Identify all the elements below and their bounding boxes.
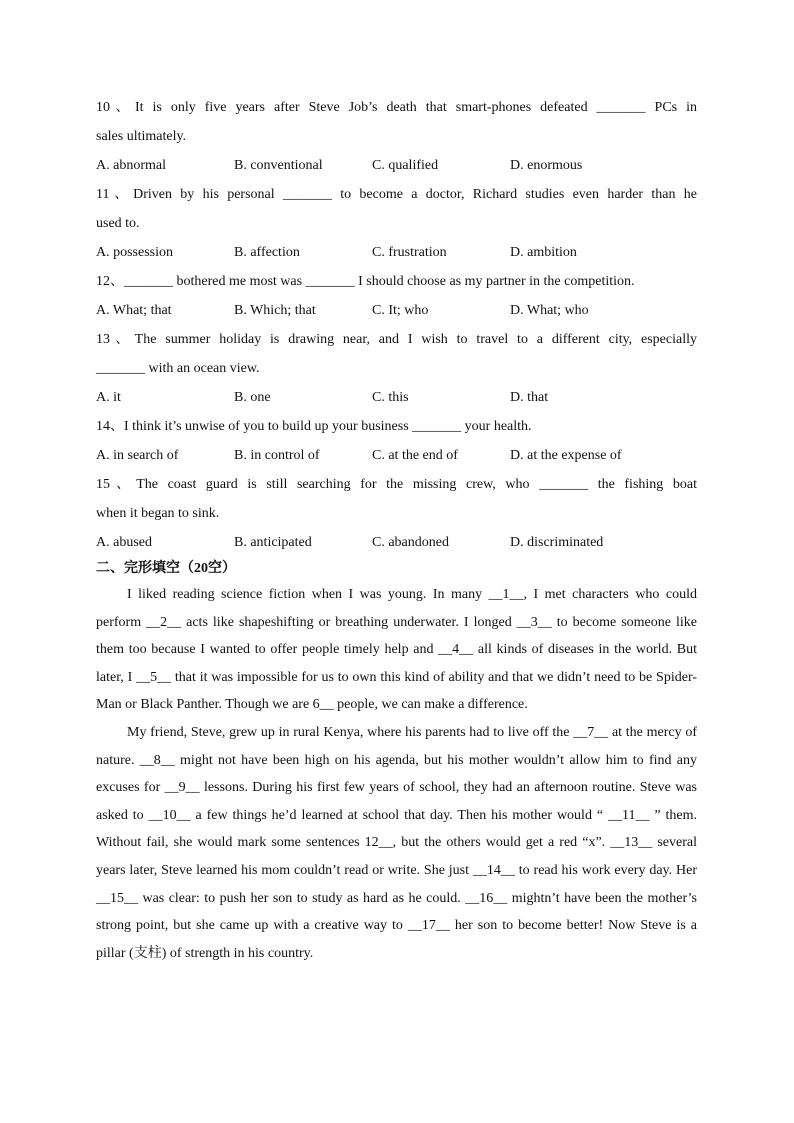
question-text-continued: when it began to sink. (96, 506, 220, 521)
passage-paragraph-1: I liked reading science fiction when I was young. In many __1__, I met characters who could perform __2__ acts like shapeshifting or breathing underwater. I longed __3__ to become someone like them too because I wanted to offer people timely help and __4__ all kinds of diseases in the world. But later, I __5__ that it was impossible for us to own this kind of ability and that we didn’t need to be Spider-Man or Black Panther. Though we are 6__ people, we can make a difference. (96, 587, 697, 713)
option-d: D. discriminated (510, 535, 604, 550)
option-c: C. frustration (372, 245, 447, 260)
question-14 (96, 412, 697, 470)
option-a: A. in search of (96, 448, 179, 463)
option-a: A. it (96, 390, 121, 405)
option-row (96, 238, 697, 267)
question-11 (96, 180, 697, 267)
section-title: 二、完形填空（20空） (96, 561, 236, 576)
question-12 (96, 267, 697, 325)
question-text: 15、The coast guard is still searching for the missing crew, who _______ the fishing boat (96, 477, 697, 492)
option-a: A. abused (96, 535, 152, 550)
option-row (96, 441, 697, 470)
option-d: D. What; who (510, 303, 589, 318)
option-b: B. Which; that (234, 303, 316, 318)
question-text: 10、It is only five years after Steve Job’s death that smart-phones defeated _______ PCs in (96, 100, 697, 115)
option-c: C. qualified (372, 158, 439, 173)
content-area (96, 93, 697, 967)
option-row (96, 151, 697, 180)
question-10 (96, 93, 697, 180)
option-b: B. affection (234, 245, 300, 260)
option-row (96, 383, 697, 412)
option-a: A. possession (96, 245, 174, 260)
option-d: D. ambition (510, 245, 577, 260)
question-text-continued: _______ with an ocean view. (96, 361, 260, 376)
option-b: B. one (234, 390, 271, 405)
question-text-continued: sales ultimately. (96, 129, 187, 144)
option-a: A. What; that (96, 303, 172, 318)
option-b: B. conventional (234, 158, 323, 173)
option-row (96, 528, 697, 557)
option-c: C. It; who (372, 303, 429, 318)
question-13 (96, 325, 697, 412)
question-15 (96, 470, 697, 557)
option-c: C. abandoned (372, 535, 449, 550)
option-b: B. in control of (234, 448, 320, 463)
question-text: 11、Driven by his personal _______ to become a doctor, Richard studies even harder than he (96, 187, 697, 202)
option-a: A. abnormal (96, 158, 166, 173)
option-row (96, 296, 697, 325)
question-text: 13、The summer holiday is drawing near, and I wish to travel to a different city, especially (96, 332, 697, 347)
question-text: 14、I think it’s unwise of you to build up your business _______ your health. (96, 419, 532, 434)
option-d: D. enormous (510, 158, 583, 173)
option-c: C. at the end of (372, 448, 458, 463)
passage-paragraph-2: My friend, Steve, grew up in rural Kenya, where his parents had to live off the __7__ at the mercy of nature. __8__ might not have been high on his agenda, but his mother wouldn’t allow him to find any excuses for __9__ lessons. During his first few years of school, they had an afternoon routine. Steve was asked to __10__ a few things he’d learned at school that day. Then his mother would “ __11__ ” them. Without fail, she would mark some sentences 12__, but the others would get a red “x”. __13__ several years later, Steve learned his mom couldn’t read or write. She just __14__ to read his work every day. Her __15__ was clear: to push her son to study as hard as he could. __16__ mightn’t have been the mother’s strong point, but she came up with a creative way to __17__ her son to become better! Now Steve is a pillar (支柱) of strength in his country. (96, 724, 697, 961)
option-d: D. that (510, 390, 549, 405)
question-text: 12、_______ bothered me most was _______ I should choose as my partner in the competition. (96, 274, 635, 289)
question-text-continued: used to. (96, 216, 140, 231)
option-d: D. at the expense of (510, 448, 622, 463)
option-b: B. anticipated (234, 535, 312, 550)
option-c: C. this (372, 390, 409, 405)
